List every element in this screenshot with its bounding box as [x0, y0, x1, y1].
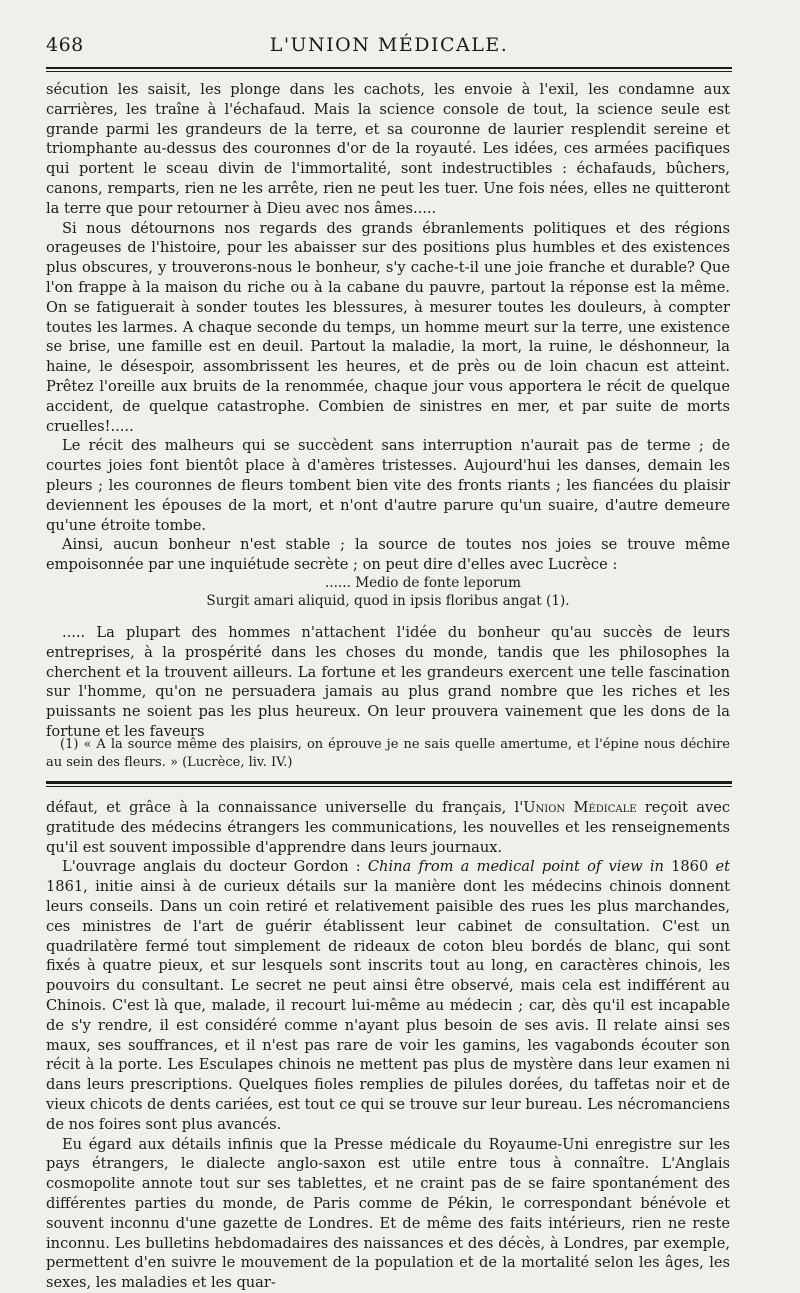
section-separator-rule: [46, 781, 732, 784]
text-run-italic: et: [715, 858, 730, 876]
paragraph: [46, 857, 730, 1134]
text-run: défaut, et grâce à la connaissance universelle du français, l': [46, 799, 524, 816]
paragraph: Si nous détournons nos regards des grands ébranlements politiques et des régions orageuses de l'histoire, pour les abaisser sur des positions plus humbles et des existences plus obscures, y trouverons-nous le bonheur, s'y cache-t-il une joie franche et durable? Que l'on frappe à la maison du riche ou à la cabane du pauvre, partout la réponse est la même. On se fatiguerait à sonder toutes les blessures, à mesurer toutes les douleurs, à compter toutes les larmes. A chaque seconde du temps, un homme meurt sur la terre, une existence se brise, une famille est en deuil. Partout la maladie, la mort, la ruine, le déshonneur, la haine, le désespoir, assombrissent les heures, et de près ou de loin chacun est atteint. Prêtez l'oreille aux bruits de la renommée, chaque jour vous apportera le récit de quelque accident, de quelque catastrophe. Combien de sinistres en mer, et par suite de morts cruelles!.....: [46, 219, 730, 435]
paragraph: Le récit des malheurs qui se succèdent sans interruption n'aurait pas de terme ; de courtes joies font bientôt place à d'amères tristesses. Aujourd'hui les danses, demain les pleurs ; les couronnes de fleurs tombent bien vite des fronts riants ; les fiancées du plaisir deviennent les épouses de la mort, et n'ont d'autre parure qu'un suaire, d'autre demeure qu'une étroite tombe.: [46, 437, 730, 534]
footnote: [46, 736, 730, 772]
running-title: L'UNION MÉDICALE.: [269, 34, 509, 56]
article-continuation: [46, 623, 730, 742]
paragraph: Ainsi, aucun bonheur n'est stable ; la source de toutes nos joies se trouve même empoisonnée par une inquiétude secrète ; on peut dire d'elles avec Lucrèce :: [46, 536, 730, 574]
text-run: L'ouvrage anglais du docteur Gordon :: [62, 858, 368, 876]
quotation-line: Surgit amari aliquid, quod in ipsis floribus angat (1).: [206, 593, 570, 609]
footnote-text: (1) « A la source même des plaisirs, on éprouve je ne sais quelle amertume, et l'épine nous déchire au sein des fleurs. » (Lucrèce, liv. IV.): [46, 737, 730, 770]
page-number: 468: [46, 34, 84, 56]
article-top-section: [46, 80, 730, 575]
page-header: [46, 30, 732, 60]
header-rule: [46, 67, 732, 69]
paragraph: ..... La plupart des hommes n'attachent l'idée du bonheur qu'au succès de leurs entreprises, à la prospérité dans les choses du monde, tandis que les philosophes la cherchent et la trouvent ailleurs. La fortune et les grandeurs exercent une telle fascination sur l'homme, qu'on ne persuadera jamais au plus grand nombre que les riches et les puissants ne soient pas les plus heureux. On leur prouvera vainement que les dons de la fortune et les faveurs: [46, 624, 730, 740]
text-run: 1860: [663, 858, 716, 876]
text-run: 1861, initie ainsi à de curieux détails sur la manière dont les médecins chinois donnent leurs conseils. Dans un coin retiré et relativement paisible des rues les plus marchandes, ces ministres de l'art de guérir établissent leur cabinet de consultation. C'est un quadrilatère fermé tout simplement de rideaux de coton bleu bordés de blanc, qui sont fixés à quatre pieux, et sur lesquels sont inscrits tout au long, en caractères chinois, les pouvoirs du consultant. Le secret ne peut ainsi être observé, mais cela est indifférent au Chinois. C'est là que, malade, il recourt lui-même au médecin ; car, dès qu'il est incapable de s'y rendre, il est considéré comme n'ayant plus besoin de ses avis. Il relate ainsi ses maux, ses souffrances, et il n'est pas rare de voir les gamins, les vagabonds écouter son récit à la porte. Les Esculapes chinois ne mettent pas plus de mystère dans leur examen ni dans leurs prescriptions. Quelques fioles remplies de pilules dorées, du taffetas noir et de vieux chicots de dents cariées, est tout ce qui se trouve sur leur bureau. Les nécromanciens de nos foires sont plus avancés.: [46, 878, 730, 1133]
journal-name: Union Médicale: [523, 799, 637, 816]
text-run: reçoit avec gratitude des médecins étrangers les communications, les nouvelles et les renseignements qu'il est souvent impossible d'apprendre dans leurs journaux.: [46, 799, 731, 856]
article-bottom-section: [46, 798, 730, 1293]
paragraph: [46, 798, 730, 857]
paragraph: Eu égard aux détails infinis que la Presse médicale du Royaume-Uni enregistre sur les pays étrangers, le dialecte anglo-saxon est utile entre tous à connaître. L'Anglais cosmopolite annote tout sur ses tablettes, et ne craint pas de se faire spontanément des différentes parties du monde, de Paris comme de Pékin, le correspondant bénévole et souvent inconnu d'une gazette de Londres. Et de même des faits intérieurs, rien ne reste inconnu. Les bulletins hebdomadaires des naissances et des décès, à Londres, par exemple, permettent d'en suivre le mouvement de la population et de la mortalité selon les âges, les sexes, les maladies et les quar-: [46, 1135, 730, 1292]
paragraph: sécution les saisit, les plonge dans les cachots, les envoie à l'exil, les condamne aux carrières, les traîne à l'échafaud. Mais la science console de tout, la science seule est grande parmi les grandeurs de la terre, et sa couronne de laurier resplendit sereine et triomphante au-dessus des couronnes d'or de la royauté. Les idées, ces armées pacifiques qui portent le sceau divin de l'immortalité, sont indestructibles : échafauds, bûchers, canons, remparts, rien ne les arrête, rien ne peut les tuer. Une fois nées, elles ne quitteront la terre que pour retourner à Dieu avec nos âmes.....: [46, 81, 730, 217]
quotation-line: ...... Medio de fonte leporum: [324, 575, 522, 591]
book-title: China from a medical point of view in: [367, 858, 664, 876]
latin-quotation: [46, 574, 730, 610]
